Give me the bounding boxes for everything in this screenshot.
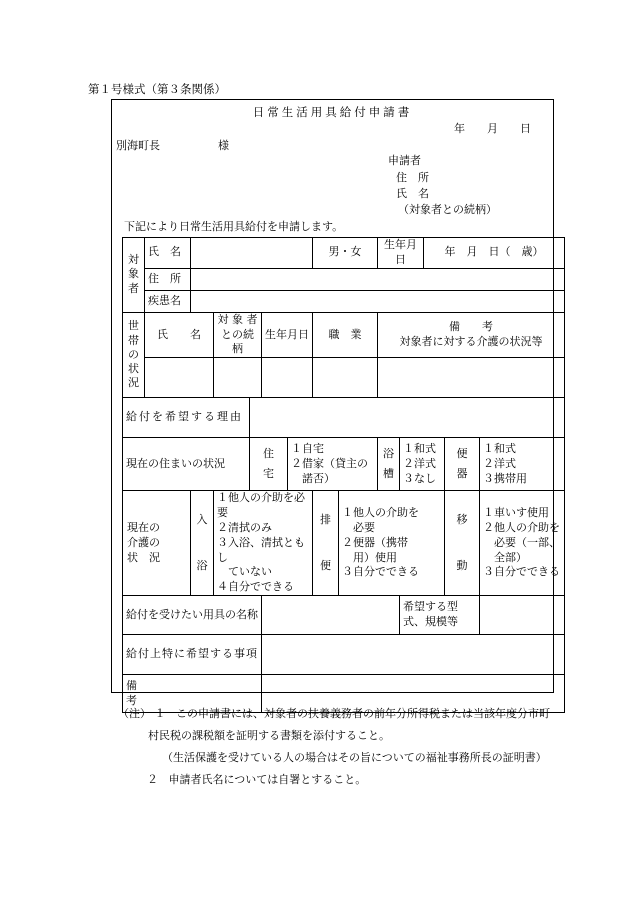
note-2: ２ 申請者氏名については自署とすること。 <box>147 773 367 786</box>
equipment-field[interactable] <box>262 596 400 635</box>
household-job-field[interactable] <box>313 358 378 398</box>
date-day: 日 <box>520 122 531 135</box>
household-job-label: 職 業 <box>313 312 378 358</box>
subject-address-label: 住 所 <box>145 268 191 290</box>
addressee-name: 別海町長 <box>116 139 160 152</box>
date-month: 月 <box>487 122 498 135</box>
special-label: 給付上特に希望する事項 <box>123 635 262 675</box>
housing-options[interactable]: １自宅 ２借家（貸主の 諾否） <box>288 438 378 491</box>
applicant-address-label: 住 所 <box>396 171 429 184</box>
subject-birth-label: 生年月日 <box>378 238 424 269</box>
special-field[interactable] <box>262 635 565 675</box>
living-label: 現在の住まいの状況 <box>123 438 250 491</box>
applicant-heading: 申請者 <box>388 154 421 167</box>
note-1-line-2: 村民税の課税額を証明する書類を添付すること。 <box>148 729 390 742</box>
household-name-field[interactable] <box>145 358 214 398</box>
household-relation-label: 対 象 者 との続柄 <box>214 312 262 358</box>
household-name-label: 氏 名 <box>145 312 214 358</box>
subject-name-field[interactable] <box>191 238 313 269</box>
addressee-honorific: 様 <box>218 139 229 152</box>
mobility-label: 移 動 <box>445 491 480 596</box>
household-birth-field[interactable] <box>262 358 313 398</box>
application-date <box>454 123 531 136</box>
household-remarks-label: 備 考 対象者に対する介護の状況等 <box>378 312 565 358</box>
bath-options[interactable]: １和式 ２洋式 ３なし <box>400 438 445 491</box>
household-birth-label: 生年月日 <box>262 312 313 358</box>
excretion-options[interactable]: １他人の介助を 必要 ２便器（携帯 用）使用 ３自分でできる <box>339 491 445 596</box>
subject-name-label: 氏 名 <box>145 238 191 269</box>
toilet-label: 便 器 <box>445 438 480 491</box>
excretion-label: 排 便 <box>313 491 339 596</box>
disease-field[interactable] <box>191 290 565 312</box>
note-1-line-3: （生活保護を受けている人の場合はその旨についての福祉事務所長の証明書） <box>162 751 547 764</box>
bathing-label: 入 浴 <box>191 491 214 596</box>
bathing-options[interactable]: １他人の介助を必要 ２清拭のみ ３入浴、清拭ともし ていない ４自分でできる <box>214 491 313 596</box>
request-statement: 下記により日常生活用具給付を申請します。 <box>124 220 344 233</box>
subject-birth-field[interactable]: 年 月 日（ 歳） <box>424 238 565 269</box>
application-form <box>111 99 561 707</box>
applicant-name-label: 氏 名 <box>396 187 429 200</box>
disease-label: 疾患名 <box>145 290 191 312</box>
household-relation-field[interactable] <box>214 358 262 398</box>
remarks-label: 備 考 <box>123 675 262 713</box>
equipment-label: 給付を受けたい用具の名称 <box>123 596 262 635</box>
note-1-line-1: （注） １ この申請書には、対象者の扶養義務者の前年分所得税または当該年度分市町 <box>118 707 550 720</box>
sex-field[interactable]: 男・女 <box>313 238 378 269</box>
date-year: 年 <box>454 122 465 135</box>
applicant-relation-label: （対象者との続柄） <box>398 203 497 216</box>
household-remarks-field[interactable] <box>378 358 565 398</box>
housing-label: 住 宅 <box>250 438 288 491</box>
form-title: 日常生活用具給付申請書 <box>252 105 413 119</box>
addressee <box>116 140 229 153</box>
subject-label: 対 象 者 <box>123 238 145 313</box>
application-table <box>122 237 565 713</box>
mobility-options[interactable]: １車いす使用 ２他人の介助を 必要（一部、 全部） ３自分でできる <box>480 491 565 596</box>
model-field[interactable] <box>480 596 565 635</box>
subject-address-field[interactable] <box>191 268 565 290</box>
reason-field[interactable] <box>250 398 565 438</box>
toilet-options[interactable]: １和式 ２洋式 ３携帯用 <box>480 438 565 491</box>
form-number-label: 第１号様式（第３条関係） <box>88 82 226 96</box>
care-label: 現在の 介護の 状 況 <box>123 491 191 596</box>
household-label: 世 帯 の 状 況 <box>123 312 145 398</box>
bath-label: 浴 槽 <box>378 438 400 491</box>
reason-label: 給付を希望する理由 <box>123 398 250 438</box>
notes <box>118 703 568 791</box>
model-label: 希望する型 式、規模等 <box>400 596 480 635</box>
